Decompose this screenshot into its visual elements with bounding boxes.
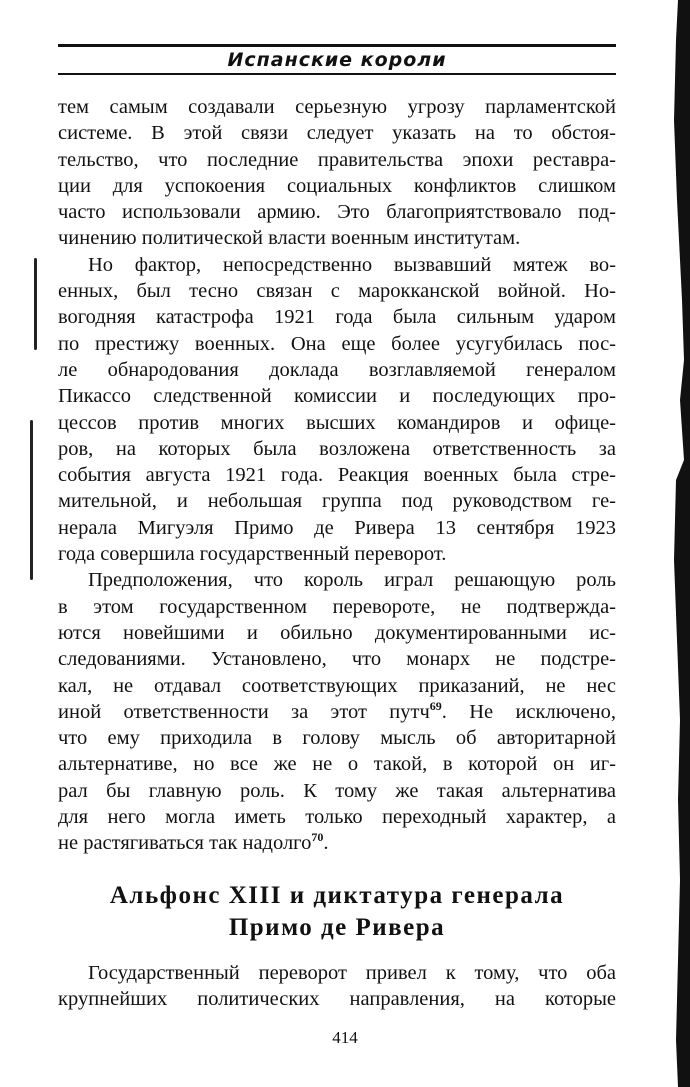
text-line: мительной, и небольшая группа под руководством ге- bbox=[58, 490, 616, 513]
text-line: для него могла иметь только переходный характер, а bbox=[58, 806, 616, 829]
text-line: ров, на которых была возложена ответственность за bbox=[58, 437, 616, 460]
paragraph-4 bbox=[58, 960, 616, 1013]
text-fragment: не растягиваться так надолго bbox=[58, 832, 312, 855]
text-line: часто использовали армию. Это благоприятствовало под- bbox=[58, 201, 616, 224]
text-line: цессов против многих высших командиров и офице- bbox=[58, 411, 616, 434]
text-fragment: . Не исключено, bbox=[441, 700, 617, 723]
page-number: 414 bbox=[332, 1028, 358, 1047]
text-line: системе. В этой связи следует указать на то обстоя- bbox=[58, 122, 616, 145]
text-fragment: . bbox=[323, 832, 329, 855]
text-line: нерала Мигуэля Примо де Ривера 13 сентября 1923 bbox=[58, 516, 616, 539]
margin-mark bbox=[30, 420, 33, 580]
scan-edge-shadow bbox=[668, 0, 690, 1087]
text-line: Государственный переворот привел к тому, что оба bbox=[88, 962, 616, 984]
text-line: в этом государственном перевороте, не подтвержда- bbox=[58, 595, 616, 618]
text-line: тем самым создавали серьезную угрозу парламентской bbox=[58, 96, 616, 118]
section-heading bbox=[58, 880, 616, 944]
header-bottom-rule bbox=[58, 73, 616, 75]
section-heading-line: Примо де Ривера bbox=[228, 914, 446, 941]
text-line: Предположения, что король играл решающую роль bbox=[88, 569, 616, 592]
margin-mark bbox=[34, 258, 37, 350]
text-line-with-footnote bbox=[58, 699, 616, 725]
text-line: крупнейших политических направления, на которые bbox=[58, 988, 616, 1011]
footnote-marker: 69 bbox=[429, 699, 442, 713]
text-line: Пикассо следственной комиссии и последующих про- bbox=[58, 385, 616, 408]
text-line: Но фактор, непосредственно вызвавший мятеж во- bbox=[88, 253, 616, 276]
text-line: рал бы главную роль. К тому же такая альтернатива bbox=[58, 779, 616, 802]
text-line: тельство, что последние правительства эпохи реставра- bbox=[58, 148, 616, 171]
text-line-with-footnote bbox=[58, 830, 616, 856]
text-line: события августа 1921 года. Реакция военных была стре- bbox=[58, 464, 616, 487]
text-line: вогодняя катастрофа 1921 года была сильным ударом bbox=[58, 306, 616, 329]
text-fragment: иной ответственности за этот путч bbox=[58, 700, 430, 723]
text-line: альтернативе, но все же не о такой, в которой он иг- bbox=[58, 753, 616, 776]
text-line: ются новейшими и обильно документированными ис- bbox=[58, 621, 616, 644]
footnote-marker: 70 bbox=[311, 830, 324, 845]
text-line: что ему приходила в голову мысль об авторитарной bbox=[58, 727, 616, 750]
running-header-title: Испанские короли bbox=[227, 49, 447, 71]
section-heading-line: Альфонс XIII и диктатура генерала bbox=[109, 882, 565, 909]
text-line: кал, не отдавал соответствующих приказаний, не нес bbox=[58, 674, 616, 697]
text-line: года совершила государственный переворот. bbox=[58, 543, 447, 566]
text-line: по престижу военных. Она еще более усугубилась пос- bbox=[58, 332, 616, 355]
text-line: следованиями. Установлено, что монарх не подстре- bbox=[58, 648, 616, 671]
text-line: чинению политической власти военным институтам. bbox=[58, 227, 521, 250]
main-text bbox=[58, 94, 616, 857]
running-header bbox=[58, 44, 616, 75]
text-line: ле обнародования доклада возглавляемой генералом bbox=[58, 358, 616, 381]
text-line: ции для успокоения социальных конфликтов слишком bbox=[58, 174, 616, 197]
paragraph-2 bbox=[58, 252, 616, 568]
paragraph-1 bbox=[58, 94, 616, 252]
paragraph-3 bbox=[58, 567, 616, 856]
text-line: енных, был тесно связан с марокканской войной. Но- bbox=[58, 280, 616, 303]
